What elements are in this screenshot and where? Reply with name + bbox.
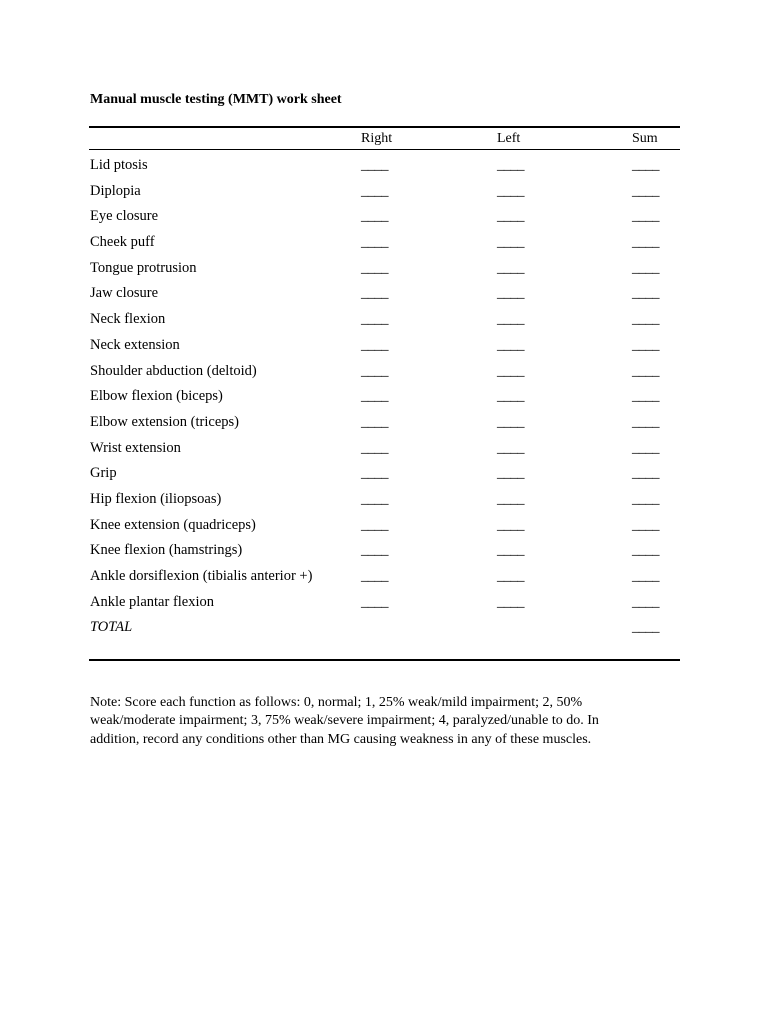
table-header-rule bbox=[89, 149, 680, 150]
table-row bbox=[0, 462, 768, 488]
muscle-function-label: Wrist extension bbox=[90, 439, 181, 456]
right-score-blank[interactable]: ____ bbox=[361, 259, 388, 276]
scoring-note: Note: Score each function as follows: 0, normal; 1, 25% weak/mild impairment; 2, 50% weak/moderate impairment; 3, 75% weak/severe impairment; 4, paralyzed/unable to do. In addition, record any conditions other than MG causing weakness in any of these muscles. bbox=[90, 695, 599, 747]
sum-score-blank[interactable]: ____ bbox=[632, 413, 659, 430]
left-score-blank[interactable]: ____ bbox=[497, 439, 524, 456]
left-score-blank[interactable]: ____ bbox=[497, 516, 524, 533]
table-row bbox=[0, 282, 768, 308]
right-score-blank[interactable]: ____ bbox=[361, 234, 388, 251]
muscle-function-label: Lid ptosis bbox=[90, 157, 148, 173]
table-row bbox=[0, 411, 768, 437]
right-score-blank[interactable]: ____ bbox=[361, 465, 388, 482]
muscle-function-label: Elbow flexion (biceps) bbox=[90, 388, 223, 405]
left-score-blank[interactable]: ____ bbox=[497, 208, 524, 225]
muscle-function-label: Ankle plantar flexion bbox=[90, 593, 215, 610]
sum-score-blank[interactable]: ____ bbox=[632, 311, 659, 328]
sum-score-blank[interactable]: ____ bbox=[632, 285, 659, 302]
sum-score-blank[interactable]: ____ bbox=[632, 542, 659, 559]
sum-score-blank[interactable]: ____ bbox=[632, 208, 659, 225]
right-score-blank[interactable]: ____ bbox=[361, 362, 388, 379]
muscle-function-label: Hip flexion (iliopsoas) bbox=[90, 490, 222, 507]
muscle-function-label: Tongue protrusion bbox=[90, 259, 197, 276]
table-row bbox=[0, 437, 768, 463]
sum-score-blank[interactable]: ____ bbox=[632, 516, 659, 533]
sum-score-blank[interactable]: ____ bbox=[632, 490, 659, 507]
sum-score-blank[interactable]: ____ bbox=[632, 362, 659, 379]
table-row bbox=[0, 257, 768, 283]
right-score-blank[interactable]: ____ bbox=[361, 490, 388, 507]
column-header-left: Left bbox=[497, 131, 521, 146]
muscle-function-label: Ankle dorsiflexion (tibialis anterior +) bbox=[90, 568, 313, 584]
sum-score-blank[interactable]: ____ bbox=[632, 388, 659, 405]
left-score-blank[interactable]: ____ bbox=[497, 542, 524, 559]
left-score-blank[interactable]: ____ bbox=[497, 336, 524, 353]
table-row bbox=[0, 180, 768, 206]
table-row bbox=[0, 205, 768, 231]
left-score-blank[interactable]: ____ bbox=[497, 490, 524, 507]
muscle-function-label: Elbow extension (triceps) bbox=[90, 413, 239, 430]
table-row bbox=[0, 154, 768, 180]
right-score-blank[interactable]: ____ bbox=[361, 439, 388, 456]
left-score-blank[interactable]: ____ bbox=[497, 465, 524, 482]
column-header-sum: Sum bbox=[632, 131, 658, 146]
muscle-function-label: Shoulder abduction (deltoid) bbox=[90, 362, 257, 379]
left-score-blank[interactable]: ____ bbox=[497, 593, 524, 610]
right-score-blank[interactable]: ____ bbox=[361, 182, 388, 199]
sum-score-blank[interactable]: ____ bbox=[632, 182, 659, 199]
muscle-function-label: Jaw closure bbox=[90, 285, 159, 302]
table-row bbox=[0, 385, 768, 411]
table-row bbox=[0, 360, 768, 386]
table-row-total bbox=[0, 616, 768, 642]
table-top-rule bbox=[89, 126, 680, 128]
right-score-blank[interactable]: ____ bbox=[361, 388, 388, 405]
left-score-blank[interactable]: ____ bbox=[497, 362, 524, 379]
muscle-function-label: Grip bbox=[90, 465, 117, 482]
total-sum-blank[interactable]: ____ bbox=[632, 619, 659, 636]
muscle-function-label: Diplopia bbox=[90, 182, 141, 199]
muscle-function-label: Knee flexion (hamstrings) bbox=[90, 542, 243, 559]
table-row bbox=[0, 539, 768, 565]
table-row bbox=[0, 308, 768, 334]
sum-score-blank[interactable]: ____ bbox=[632, 568, 659, 584]
sum-score-blank[interactable]: ____ bbox=[632, 234, 659, 251]
left-score-blank[interactable]: ____ bbox=[497, 182, 524, 199]
left-score-blank[interactable]: ____ bbox=[497, 234, 524, 251]
muscle-function-label: Neck flexion bbox=[90, 311, 166, 328]
left-score-blank[interactable]: ____ bbox=[497, 285, 524, 302]
left-score-blank[interactable]: ____ bbox=[497, 413, 524, 430]
right-score-blank[interactable]: ____ bbox=[361, 568, 388, 584]
table-bottom-rule bbox=[89, 659, 680, 661]
right-score-blank[interactable]: ____ bbox=[361, 336, 388, 353]
sum-score-blank[interactable]: ____ bbox=[632, 465, 659, 482]
right-score-blank[interactable]: ____ bbox=[361, 413, 388, 430]
sum-score-blank[interactable]: ____ bbox=[632, 336, 659, 353]
table-row bbox=[0, 591, 768, 617]
right-score-blank[interactable]: ____ bbox=[361, 516, 388, 533]
sum-score-blank[interactable]: ____ bbox=[632, 157, 659, 173]
sum-score-blank[interactable]: ____ bbox=[632, 593, 659, 610]
left-score-blank[interactable]: ____ bbox=[497, 157, 524, 173]
total-label: TOTAL bbox=[90, 619, 133, 636]
left-score-blank[interactable]: ____ bbox=[497, 311, 524, 328]
column-header-right: Right bbox=[361, 131, 393, 146]
mmt-table-body bbox=[0, 154, 768, 642]
muscle-function-label: Cheek puff bbox=[90, 234, 155, 251]
worksheet-title: Manual muscle testing (MMT) work sheet bbox=[90, 92, 342, 107]
sum-score-blank[interactable]: ____ bbox=[632, 259, 659, 276]
muscle-function-label: Eye closure bbox=[90, 208, 159, 225]
right-score-blank[interactable]: ____ bbox=[361, 311, 388, 328]
right-score-blank[interactable]: ____ bbox=[361, 285, 388, 302]
right-score-blank[interactable]: ____ bbox=[361, 157, 388, 173]
table-row bbox=[0, 231, 768, 257]
table-row bbox=[0, 334, 768, 360]
muscle-function-label: Neck extension bbox=[90, 336, 180, 353]
right-score-blank[interactable]: ____ bbox=[361, 593, 388, 610]
table-row bbox=[0, 514, 768, 540]
muscle-function-label: Knee extension (quadriceps) bbox=[90, 516, 256, 533]
sum-score-blank[interactable]: ____ bbox=[632, 439, 659, 456]
left-score-blank[interactable]: ____ bbox=[497, 568, 524, 584]
table-row bbox=[0, 565, 768, 591]
left-score-blank[interactable]: ____ bbox=[497, 388, 524, 405]
right-score-blank[interactable]: ____ bbox=[361, 208, 388, 225]
right-score-blank[interactable]: ____ bbox=[361, 542, 388, 559]
table-row bbox=[0, 488, 768, 514]
left-score-blank[interactable]: ____ bbox=[497, 259, 524, 276]
